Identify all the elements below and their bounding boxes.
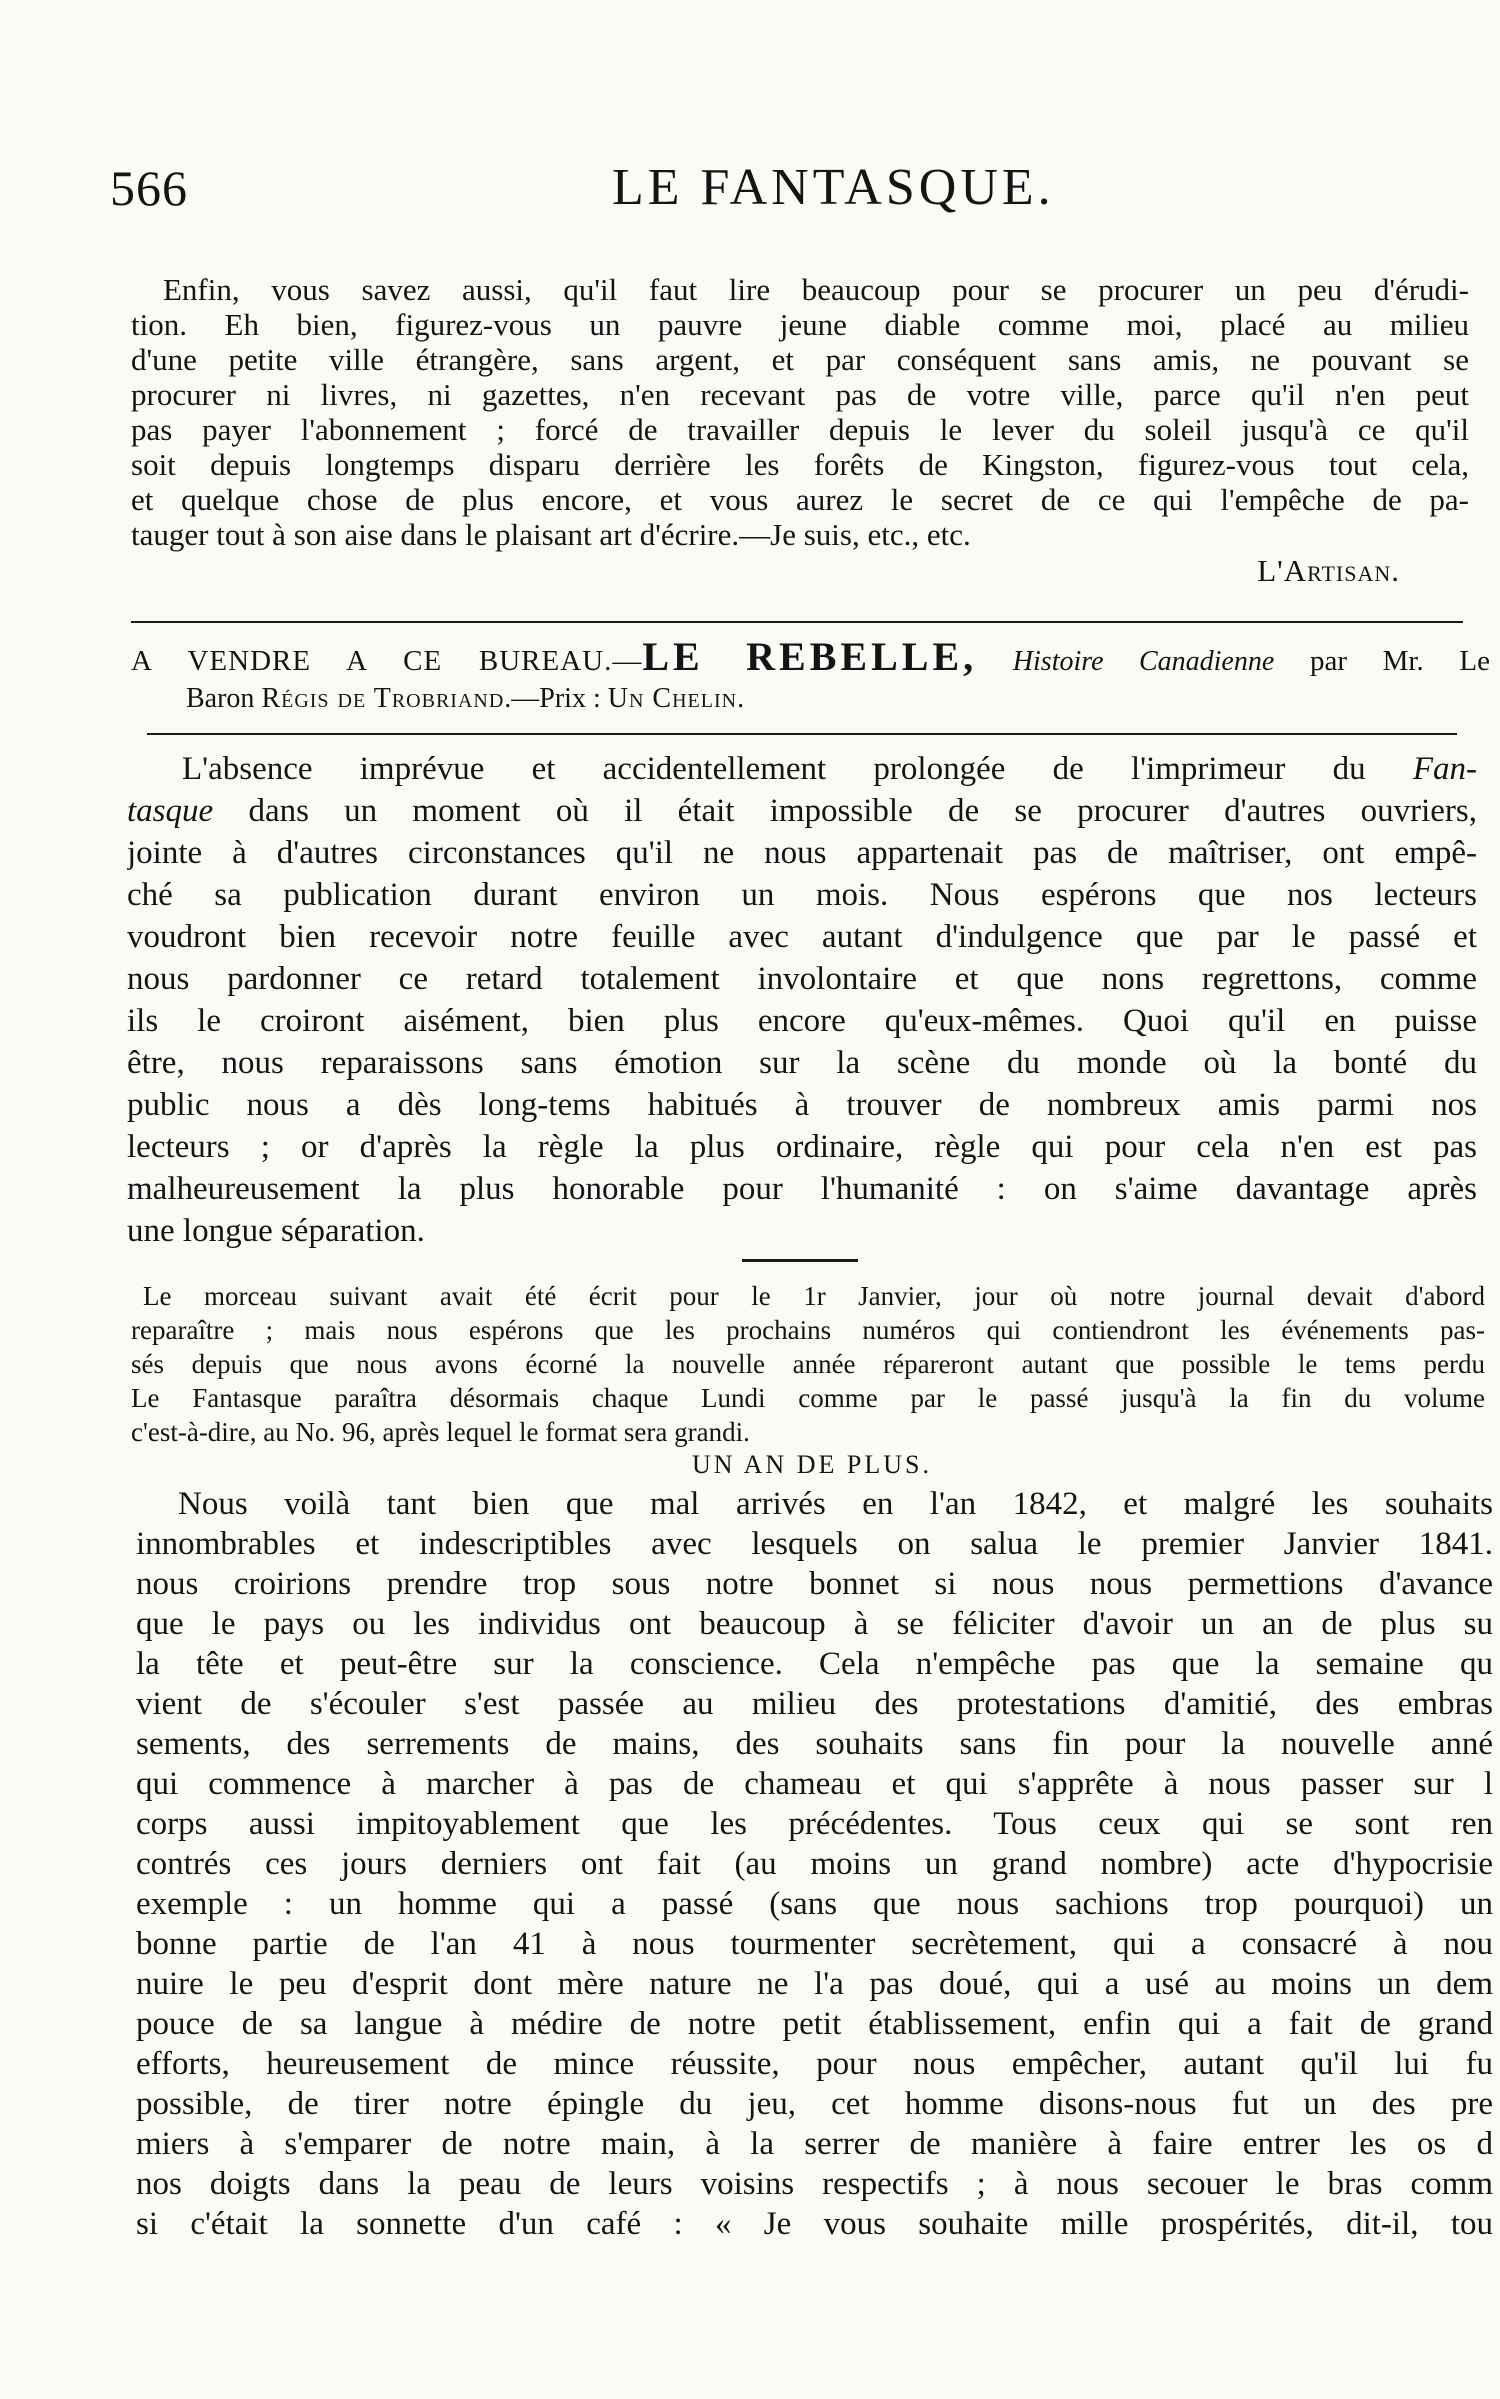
page-number: 566 bbox=[110, 160, 188, 216]
ad-price-label: .—Prix : bbox=[504, 683, 601, 714]
letter-line: d'une petite ville étrangère, sans argent, et par conséquent sans amis, ne pouvant se bbox=[131, 342, 1469, 377]
article-line: si c'était la sonnette d'un café : « Je vous souhaite mille prospérités, dit-il, tou bbox=[136, 2206, 1493, 2242]
notice-line: jointe à d'autres circonstances qu'il ne nous appartenait pas de maîtriser, ont empê- bbox=[127, 835, 1477, 871]
notice-line bbox=[127, 790, 1477, 832]
article-line: qui commence à marcher à pas de chameau et qui s'apprête à nous passer sur l bbox=[136, 1766, 1493, 1802]
notice-line: voudront bien recevoir notre feuille avec autant d'indulgence que par le passé et bbox=[127, 919, 1477, 955]
letter-line: et quelque chose de plus encore, et vous aurez le secret de ce qui l'empêche de pa- bbox=[131, 482, 1469, 517]
notice-paragraph bbox=[127, 748, 1477, 1252]
article-line: innombrables et indescriptibles avec lesquels on salua le premier Janvier 1841. bbox=[136, 1526, 1493, 1562]
notice-lines bbox=[127, 832, 1477, 1252]
ad-author-name: Régis de Trobriand bbox=[261, 683, 505, 714]
article-line: exemple : un homme qui a passé (sans que nous sachions trop pourquoi) un bbox=[136, 1886, 1493, 1922]
editor-note bbox=[131, 1279, 1485, 1449]
editor-note-line: Le morceau suivant avait été écrit pour le 1r Janvier, jour où notre journal devait d'abord bbox=[143, 1281, 1485, 1311]
short-separator-rule bbox=[742, 1259, 858, 1262]
ad-price: Un Chelin. bbox=[607, 683, 746, 714]
letter-signature: L'Artisan. bbox=[1257, 553, 1400, 588]
article-line: Nous voilà tant bien que mal arrivés en l'an 1842, et malgré les souhaits bbox=[178, 1486, 1493, 1522]
article-line: corps aussi impitoyablement que les précédentes. Tous ceux qui se sont ren bbox=[136, 1806, 1493, 1842]
running-head bbox=[0, 156, 1500, 222]
notice-line: une longue séparation. bbox=[127, 1213, 425, 1249]
ad-byline: par Mr. Le bbox=[1309, 645, 1490, 677]
letter-paragraph bbox=[131, 272, 1469, 552]
advertisement bbox=[131, 635, 1490, 719]
notice-line: ils le croiront aisément, bien plus encore qu'eux-mêmes. Quoi qu'il en puisse bbox=[127, 1003, 1477, 1039]
article-line: nous croirions prendre trop sous notre bonnet si nous nous permettions d'avance bbox=[136, 1566, 1493, 1602]
notice-line-italic: Fan- bbox=[1412, 751, 1477, 787]
ad-lead: A VENDRE A CE BUREAU.— bbox=[131, 645, 643, 677]
editor-note-line: c'est-à-dire, au No. 96, après lequel le format sera grandi. bbox=[131, 1417, 750, 1447]
editor-note-line: Le Fantasque paraîtra désormais chaque Lundi comme par le passé jusqu'à la fin du volume bbox=[131, 1383, 1485, 1413]
notice-line: être, nous reparaissons sans émotion sur la scène du monde où la bonté du bbox=[127, 1045, 1477, 1081]
notice-line bbox=[127, 748, 1477, 790]
article-line: contrés ces jours derniers ont fait (au moins un grand nombre) acte d'hypocrisie bbox=[136, 1846, 1493, 1882]
article-line: la tête et peut-être sur la conscience. Cela n'empêche pas que la semaine qu bbox=[136, 1646, 1493, 1682]
article-line: nuire le peu d'esprit dont mère nature ne l'a pas doué, qui a usé au moins un dem bbox=[136, 1966, 1493, 2002]
article-line: efforts, heureusement de mince réussite, pour nous empêcher, autant qu'il lui fu bbox=[136, 2046, 1493, 2082]
notice-line: nous pardonner ce retard totalement involontaire et que nons regrettons, comme bbox=[127, 961, 1477, 997]
article-body bbox=[136, 1484, 1493, 2244]
ad-author-prefix: Baron bbox=[186, 683, 255, 714]
article-line: sements, des serrements de mains, des souhaits sans fin pour la nouvelle anné bbox=[136, 1726, 1493, 1762]
separator-rule bbox=[147, 733, 1457, 735]
ad-line bbox=[131, 635, 1490, 679]
masthead-title: LE FANTASQUE. bbox=[612, 159, 1055, 216]
letter-line: procurer ni livres, ni gazettes, n'en recevant pas de votre ville, parce qu'il n'en peut bbox=[131, 377, 1469, 412]
notice-line: malheureusement la plus honorable pour l'humanité : on s'aime davantage après bbox=[127, 1171, 1477, 1207]
ad-book-title: LE REBELLE, bbox=[642, 635, 978, 679]
article-line: bonne partie de l'an 41 à nous tourmenter secrètement, qui a consacré à nou bbox=[136, 1926, 1493, 1962]
ad-line bbox=[131, 679, 1490, 719]
separator-rule bbox=[131, 621, 1463, 623]
article-line: pouce de sa langue à médire de notre petit établissement, enfin qui a fait de grand bbox=[136, 2006, 1493, 2042]
article-line: que le pays ou les individus ont beaucoup à se féliciter d'avoir un an de plus su bbox=[136, 1606, 1493, 1642]
letter-line: Enfin, vous savez aussi, qu'il faut lire beaucoup pour se procurer un peu d'érudi- bbox=[163, 272, 1469, 307]
notice-line: ché sa publication durant environ un mois. Nous espérons que nos lecteurs bbox=[127, 877, 1477, 913]
letter-line: pas payer l'abonnement ; forcé de travailler depuis le lever du soleil jusqu'à ce qu'il bbox=[131, 412, 1469, 447]
article-line: nos doigts dans la peau de leurs voisins respectifs ; à nous secouer le bras comm bbox=[136, 2166, 1493, 2202]
letter-line: tauger tout à son aise dans le plaisant art d'écrire.—Je suis, etc., etc. bbox=[131, 517, 971, 552]
letter-line: soit depuis longtemps disparu derrière les forêts de Kingston, figurez-vous tout cela, bbox=[131, 447, 1469, 482]
notice-line-text: L'absence imprévue et accidentellement prolongée de l'imprimeur du bbox=[182, 751, 1366, 787]
notice-line: lecteurs ; or d'après la règle la plus ordinaire, règle qui pour cela n'en est pas bbox=[127, 1129, 1477, 1165]
notice-line: public nous a dès long-tems habitués à trouver de nombreux amis parmi nos bbox=[127, 1087, 1477, 1123]
article-line: miers à s'emparer de notre main, à la serrer de manière à faire entrer les os d bbox=[136, 2126, 1493, 2162]
editor-note-line: sés depuis que nous avons écorné la nouvelle année répareront autant que possible le tems perdu bbox=[131, 1349, 1485, 1379]
article-line: vient de s'écouler s'est passée au milieu des protestations d'amitié, des embras bbox=[136, 1686, 1493, 1722]
article-heading: UN AN DE PLUS. bbox=[692, 1450, 932, 1479]
ad-book-subtitle: Histoire Canadienne bbox=[1012, 646, 1275, 677]
article-line: possible, de tirer notre épingle du jeu, cet homme disons-nous fut un des pre bbox=[136, 2086, 1493, 2122]
notice-line-text: dans un moment où il était impossible de se procurer d'autres ouvriers, bbox=[248, 793, 1477, 829]
editor-note-line: reparaître ; mais nous espérons que les prochains numéros qui contiendront les événements pas- bbox=[131, 1315, 1485, 1345]
letter-line: tion. Eh bien, figurez-vous un pauvre jeune diable comme moi, placé au milieu bbox=[131, 307, 1469, 342]
notice-line-italic: tasque bbox=[127, 793, 214, 829]
